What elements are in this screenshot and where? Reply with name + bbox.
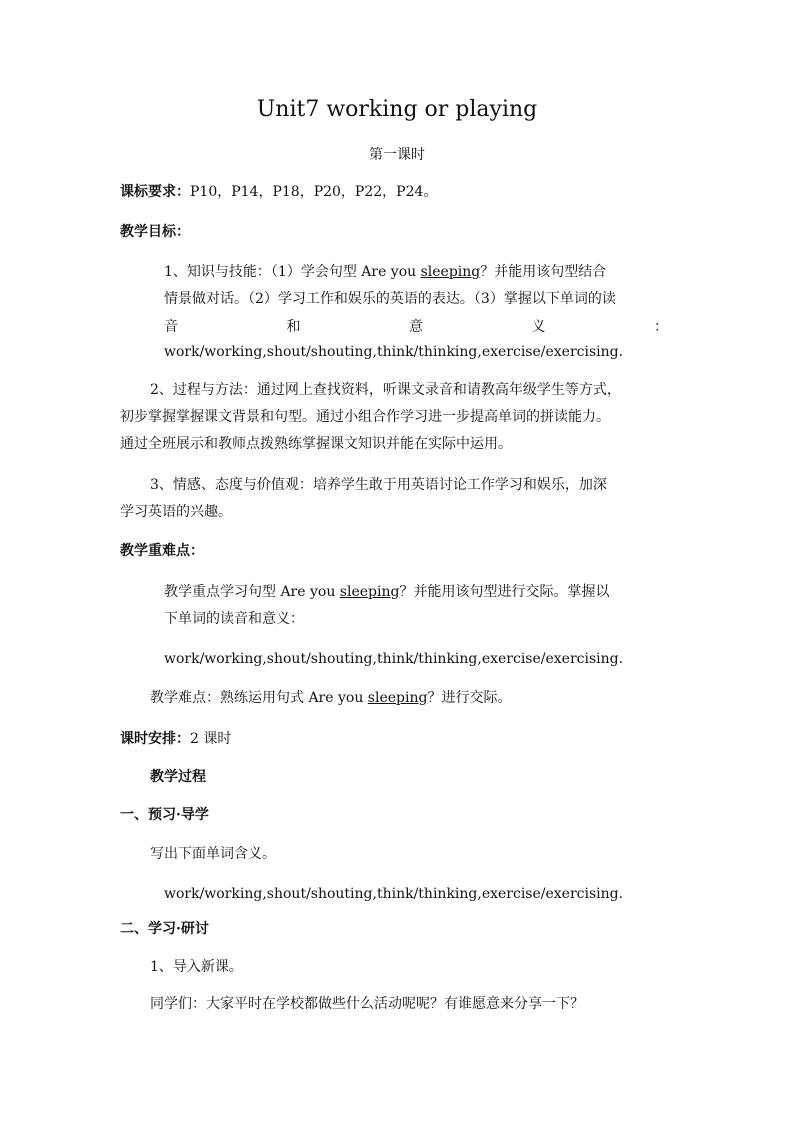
key-blank: sleeping xyxy=(339,584,400,600)
keypoints-heading: 教学重难点： xyxy=(120,543,204,559)
section1-text: 写出下面单词含义。 xyxy=(150,846,276,862)
key-line1 xyxy=(164,583,609,601)
key-prefix: 教学重点学习句型 Are you xyxy=(164,584,340,600)
goal3-line1: 3、情感、态度与价值观：培养学生敢于用英语讨论工作学习和娱乐，加深 xyxy=(150,477,607,493)
goal3-line2: 学习英语的兴趣。 xyxy=(120,504,232,520)
key-suffix: ？并能用该句型进行交际。掌握以 xyxy=(399,584,610,600)
schedule-label: 课时安排： xyxy=(120,731,190,747)
difficulty-suffix: ？进行交际。 xyxy=(427,690,512,706)
process-heading: 教学过程 xyxy=(150,769,206,785)
goal1-blank: sleeping xyxy=(420,264,481,280)
goal1-char: ： xyxy=(654,319,668,335)
section2-heading: 二、学习·研讨 xyxy=(120,921,209,937)
lesson-subtitle: 第一课时 xyxy=(369,147,425,163)
vocab-words-2: work/working,shout/shouting,think/thinking,exercise/exercising. xyxy=(164,651,624,667)
goal1-prefix: 1、知识与技能：（1）学会句型 Are you xyxy=(164,264,421,280)
schedule xyxy=(120,730,231,748)
difficulty-blank: sleeping xyxy=(367,690,428,706)
section1-heading: 一、预习·导学 xyxy=(120,807,209,823)
goal1-char: 音 xyxy=(164,319,178,335)
curriculum-label: 课标要求： xyxy=(120,184,190,200)
goals-heading: 教学目标： xyxy=(120,224,190,240)
goal1-line2: 情景做对话。（2）学习工作和娱乐的英语的表达。（3）掌握以下单词的读 xyxy=(164,291,616,307)
vocab-words: work/working,shout/shouting,think/thinking,exercise/exercising. xyxy=(164,344,624,360)
goal2-line2: 初步掌握掌握课文背景和句型。通过小组合作学习进一步提高单词的拼读能力。 xyxy=(120,409,610,425)
goal2-line3: 通过全班展示和教师点拨熟练掌握课文知识并能在实际中运用。 xyxy=(120,436,512,452)
difficulty-line xyxy=(150,689,511,707)
goal1-char: 义 xyxy=(531,319,546,335)
curriculum-requirement xyxy=(120,183,437,201)
section2-text: 同学们：大家平时在学校都做些什么活动呢呢？有谁愿意来分享一下？ xyxy=(150,996,584,1012)
goal1-line3 xyxy=(164,318,668,336)
goal1-char: 意 xyxy=(409,319,423,335)
goal1-line1 xyxy=(164,263,606,281)
goal2-line1: 2、过程与方法：通过网上查找资料，听课文录音和请教高年级学生等方式， xyxy=(150,382,621,398)
goal1-char: 和 xyxy=(286,319,301,335)
schedule-value: 2 课时 xyxy=(190,731,232,747)
document-title: Unit7 working or playing xyxy=(256,97,538,122)
goal1-suffix: ？并能用该句型结合 xyxy=(480,264,607,280)
vocab-words-3: work/working,shout/shouting,think/thinking,exercise/exercising. xyxy=(164,886,624,902)
difficulty-prefix: 教学难点：熟练运用句式 Are you xyxy=(150,690,368,706)
key-line2: 下单词的读音和意义： xyxy=(164,611,304,627)
curriculum-pages: P10，P14，P18，P20，P22，P24。 xyxy=(190,184,438,200)
section2-item1: 1、导入新课。 xyxy=(150,959,243,975)
